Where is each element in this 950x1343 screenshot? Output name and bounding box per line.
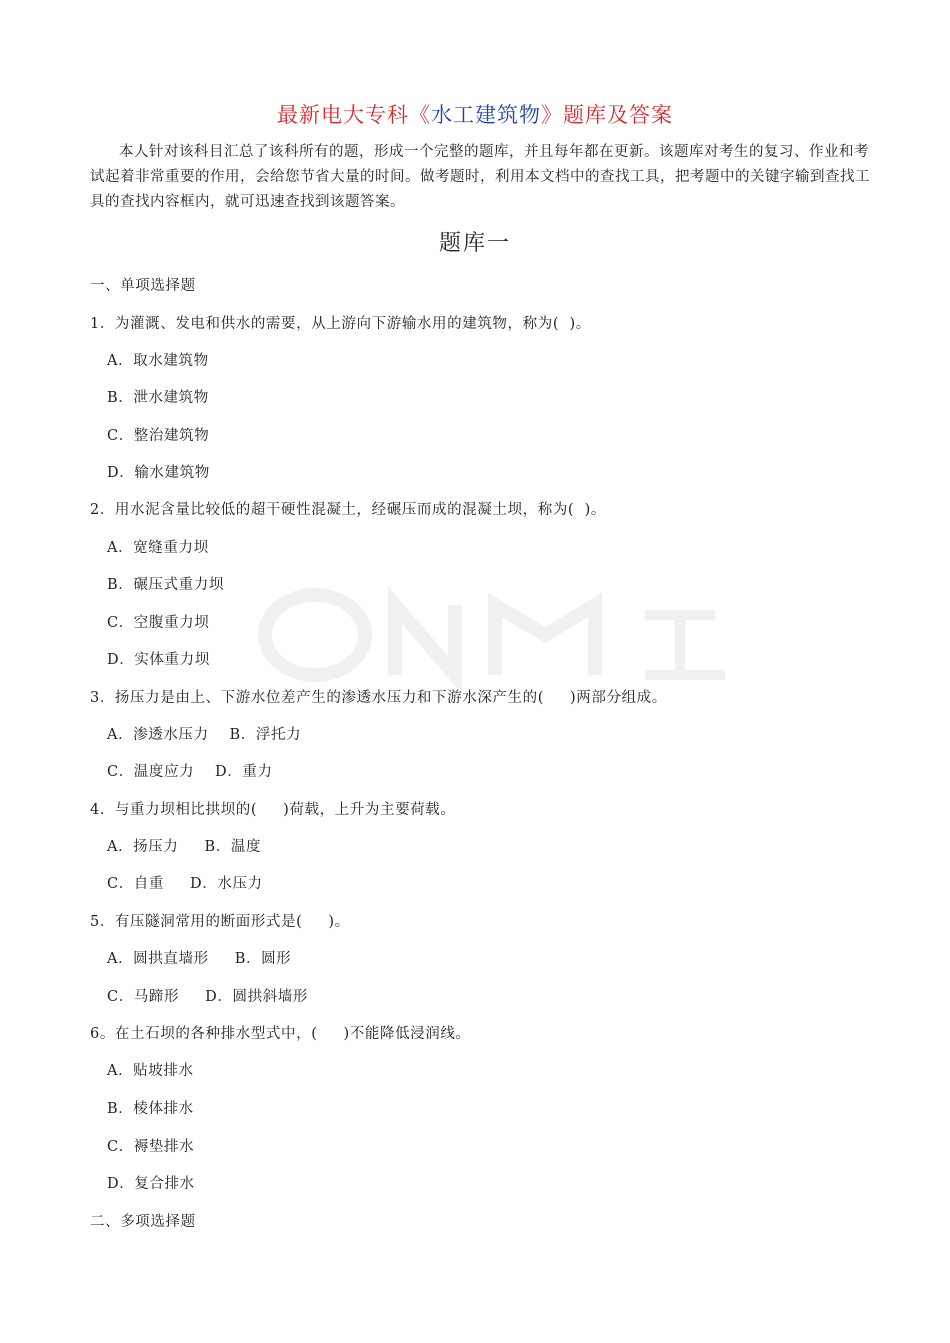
intro-text: 本人针对该科目汇总了该科所有的题，形成一个完整的题库，并且每年都在更新。该题库对考生的复习、作业和考试起着非常重要的作用，会给您节省大量的时间。做考题时，利用本文档中的查找工具，把考题中的关键字输到查找工具的查找内容框内，就可迅速查找到该题答案。	[90, 144, 870, 210]
question-2: 2．用水泥含量比较低的超干硬性混凝土，经碾压而成的混凝土坝，称为( )。	[90, 502, 606, 518]
question-6-option-c: C．褥垫排水	[107, 1139, 195, 1155]
question-1-option-c: C．整治建筑物	[107, 428, 210, 444]
section-heading-single-choice: 一、单项选择题	[90, 278, 196, 294]
question-5-options-ab: A．圆拱直墙形 B．圆形	[107, 951, 292, 967]
title-prefix: 最新电大专科《	[277, 103, 431, 127]
question-2-option-b: B．碾压式重力坝	[107, 577, 224, 593]
question-6-option-b: B．棱体排水	[107, 1101, 194, 1117]
watermark-logo	[255, 575, 765, 695]
section-heading-multiple-choice: 二、多项选择题	[90, 1214, 196, 1230]
document-title	[0, 99, 950, 129]
question-4-options-ab: A．扬压力 B．温度	[107, 839, 262, 855]
question-2-option-d: D．实体重力坝	[107, 652, 210, 668]
question-2-option-a: A．宽缝重力坝	[107, 540, 209, 556]
intro-paragraph	[90, 140, 880, 215]
question-6-option-a: A．贴坡排水	[107, 1063, 194, 1079]
title-suffix: 》题库及答案	[541, 103, 673, 127]
question-1: 1．为灌溉、发电和供水的需要，从上游向下游输水用的建筑物，称为( )。	[90, 316, 591, 332]
question-2-option-c: C．空腹重力坝	[107, 615, 210, 631]
question-5: 5．有压隧洞常用的断面形式是( )。	[90, 914, 350, 930]
question-1-option-b: B．泄水建筑物	[107, 390, 209, 406]
question-6-option-d: D．复合排水	[107, 1176, 195, 1192]
question-4: 4．与重力坝相比拱坝的( )荷载，上升为主要荷载。	[90, 802, 456, 818]
question-1-option-a: A．取水建筑物	[107, 353, 209, 369]
question-3: 3．扬压力是由上、下游水位差产生的渗透水压力和下游水深产生的( )两部分组成。	[90, 690, 667, 706]
question-6: 6。在土石坝的各种排水型式中，( )不能降低浸润线。	[90, 1026, 471, 1042]
question-3-options-ab: A．渗透水压力 B．浮托力	[107, 727, 302, 743]
question-1-option-d: D．输水建筑物	[107, 465, 210, 481]
question-4-options-cd: C．自重 D．水压力	[107, 876, 263, 892]
question-5-options-cd: C．马蹄形 D．圆拱斜墙形	[107, 989, 308, 1005]
title-course-name: 水工建筑物	[431, 103, 541, 127]
bank-heading: 题库一	[438, 231, 511, 256]
question-3-options-cd: C．温度应力 D．重力	[107, 764, 273, 780]
